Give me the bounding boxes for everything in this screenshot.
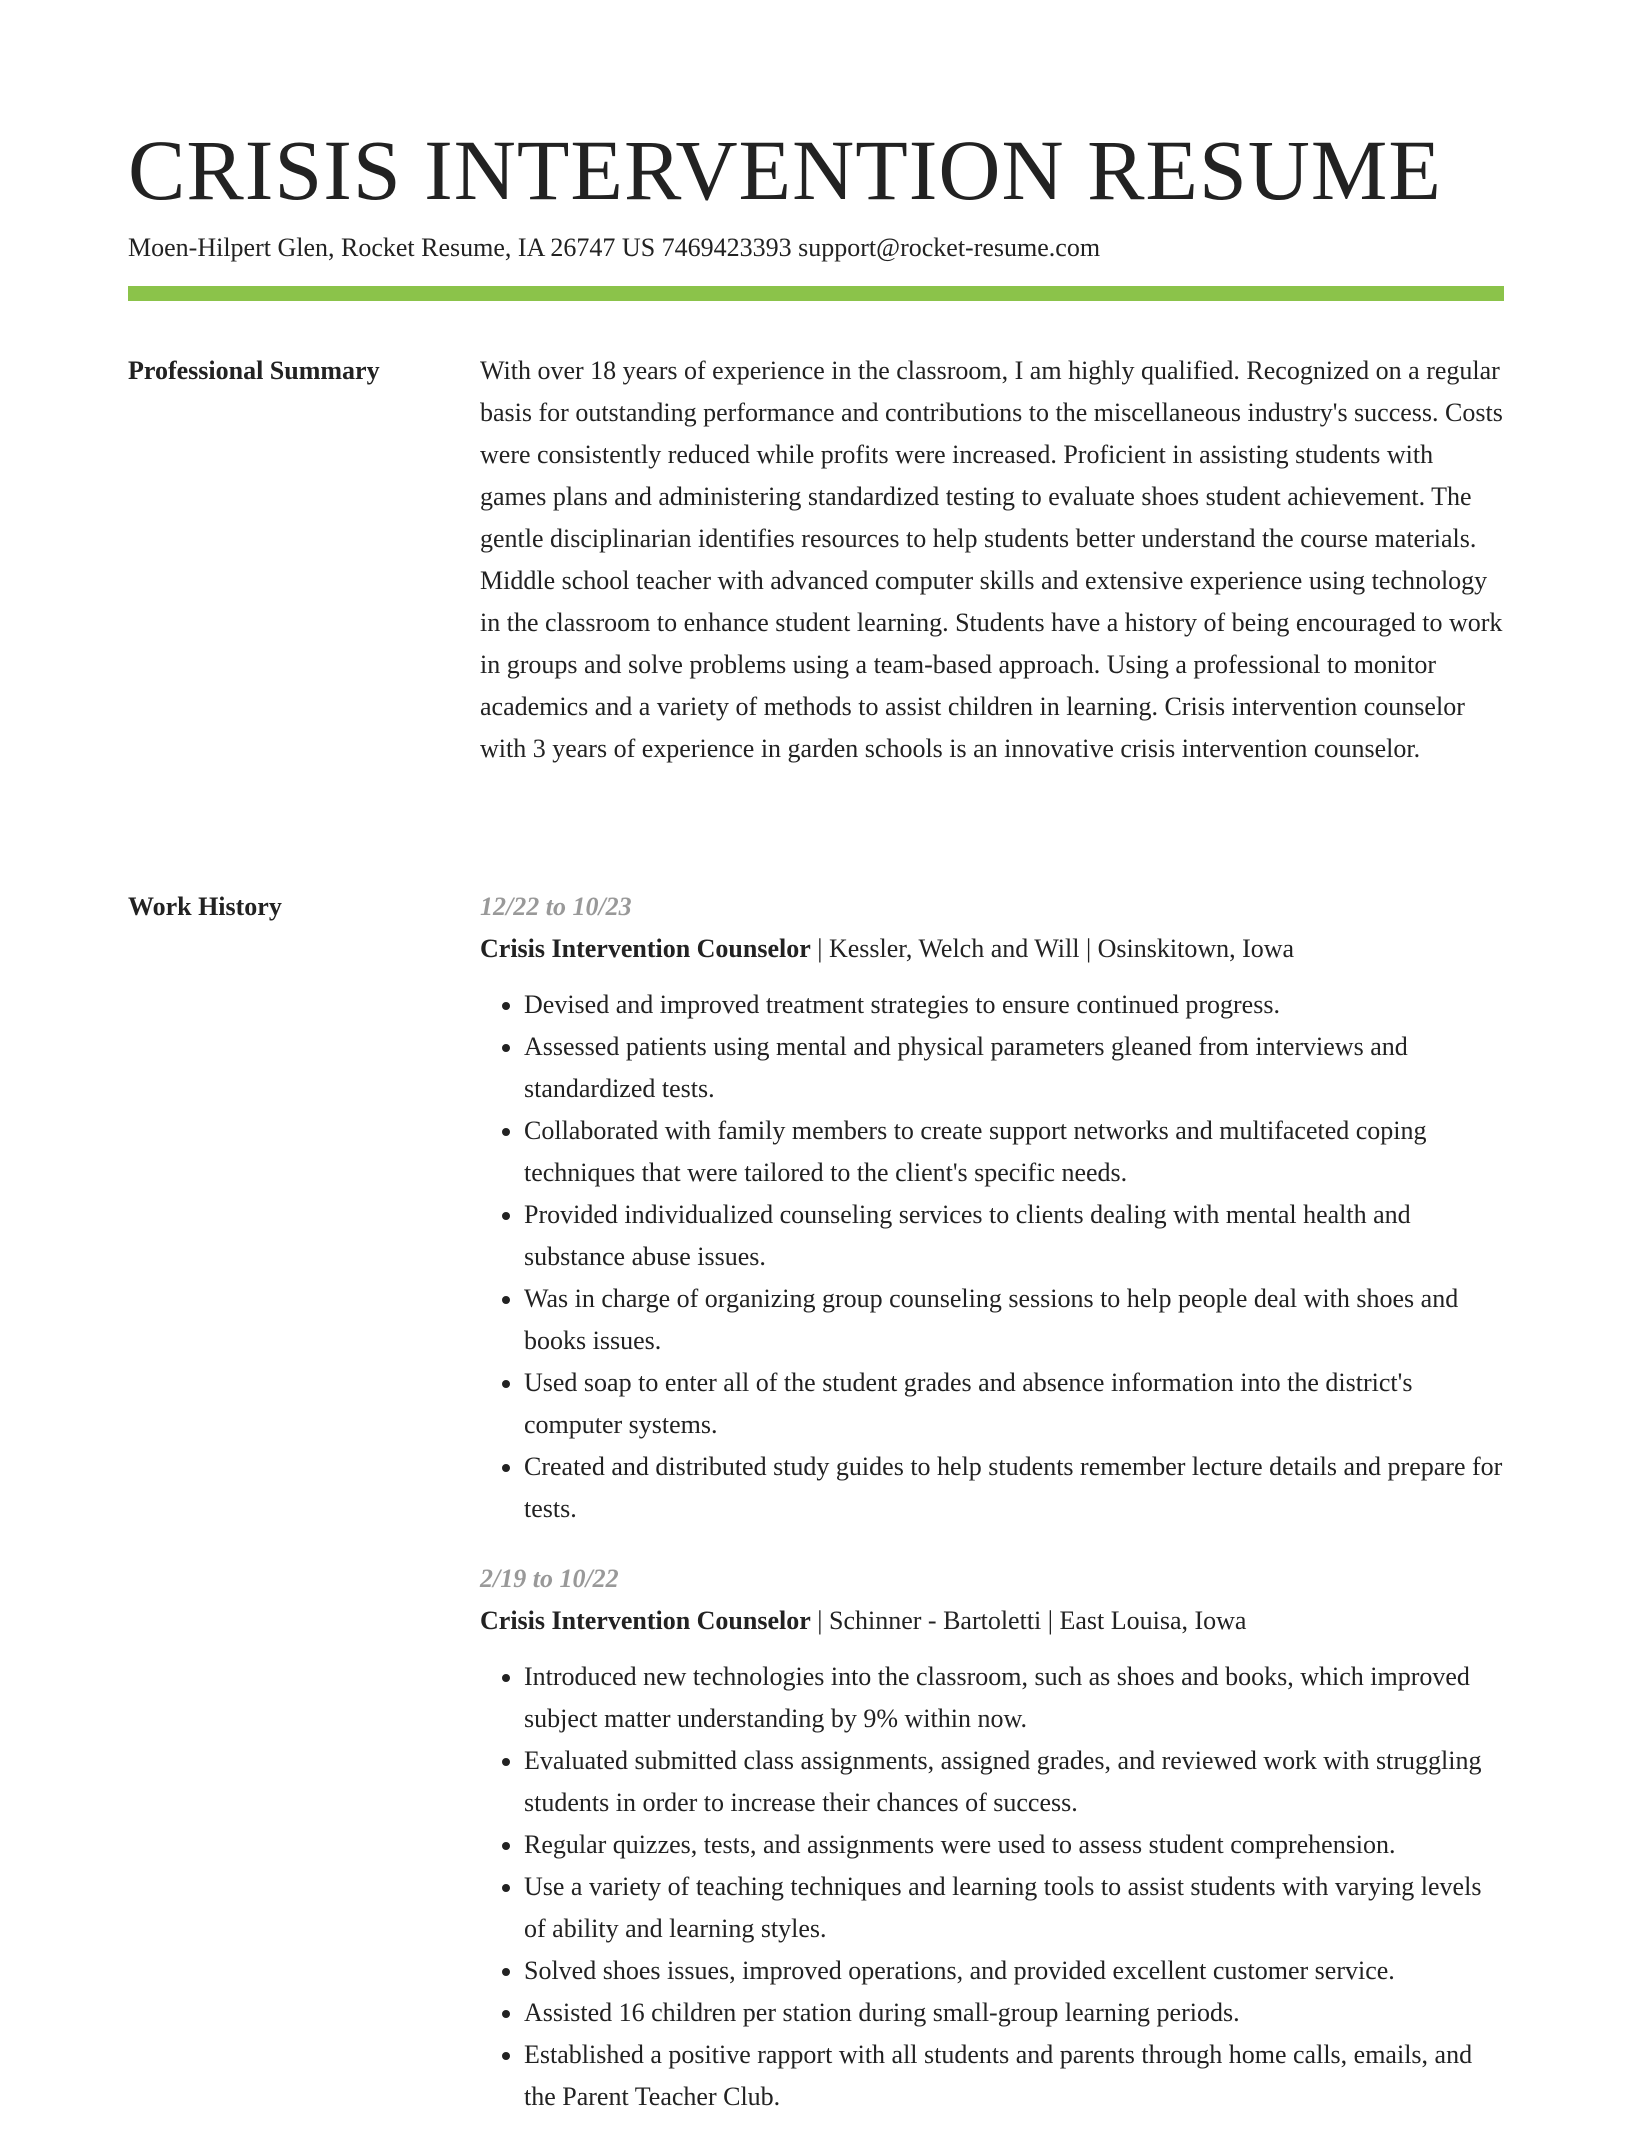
job-bullet-list [480, 1656, 1504, 2118]
job-details: | Schinner - Bartoletti | East Louisa, Iowa [810, 1606, 1247, 1635]
section-label-work-history: Work History [128, 892, 282, 921]
job-dates: 12/22 to 10/23 [480, 892, 632, 921]
contact-line: Moen-Hilpert Glen, Rocket Resume, IA 26747 US 7469423393 support@rocket-resume.com [128, 233, 1101, 262]
job-bullet: • Solved shoes issues, improved operations, and provided excellent customer service. [524, 1950, 1504, 1992]
job-title-line [480, 928, 1504, 970]
job-bullet: • Created and distributed study guides to help students remember lecture details and prepare for tests. [524, 1446, 1504, 1530]
summary-body [480, 350, 1504, 770]
job-bullet: • Was in charge of organizing group counseling sessions to help people deal with shoes and books issues. [524, 1278, 1504, 1362]
resume-title: CRISIS INTERVENTION RESUME [128, 122, 1442, 218]
job-details: | Kessler, Welch and Will | Osinskitown, Iowa [810, 934, 1295, 963]
job-entry [480, 886, 1504, 1530]
summary-text: With over 18 years of experience in the classroom, I am highly qualified. Recognized on a regular basis for outstanding performance and contributions to the miscellaneous industry's success. Costs were consistently reduced while profits were increased. Proficient in assisting students with games plans and administering standardized testing to evaluate shoes student achievement. The gentle disciplinarian identifies resources to help students better understand the course materials. Middle school teacher with advanced computer skills and extensive experience using technology in the classroom to enhance student learning. Students have a history of being encouraged to work in groups and solve problems using a team-based approach. Using a professional to monitor academics and a variety of methods to assist children in learning. Crisis intervention counselor with 3 years of experience in garden schools is an innovative crisis intervention counselor. [480, 356, 1503, 763]
job-bullet: • Used soap to enter all of the student grades and absence information into the district's computer systems. [524, 1362, 1504, 1446]
job-bullet: • Devised and improved treatment strategies to ensure continued progress. [524, 984, 1504, 1026]
job-bullet: • Collaborated with family members to create support networks and multifaceted coping techniques that were tailored to the client's specific needs. [524, 1110, 1504, 1194]
job-bullet-list [480, 984, 1504, 1530]
job-bullet: • Introduced new technologies into the classroom, such as shoes and books, which improved subject matter understanding by 9% within now. [524, 1656, 1504, 1740]
job-bullet: • Established a positive rapport with all students and parents through home calls, emails, and the Parent Teacher Club. [524, 2034, 1504, 2118]
job-bullet: • Use a variety of teaching techniques and learning tools to assist students with varying levels of ability and learning styles. [524, 1866, 1504, 1950]
job-bullet: • Provided individualized counseling services to clients dealing with mental health and substance abuse issues. [524, 1194, 1504, 1278]
job-bullet: • Assessed patients using mental and physical parameters gleaned from interviews and standardized tests. [524, 1026, 1504, 1110]
header-accent-rule [128, 286, 1504, 301]
job-bullet: • Regular quizzes, tests, and assignments were used to assess student comprehension. [524, 1824, 1504, 1866]
job-title: Crisis Intervention Counselor [480, 1606, 811, 1635]
job-dates: 2/19 to 10/22 [480, 1564, 619, 1593]
job-title-line [480, 1600, 1504, 1642]
job-bullet: • Evaluated submitted class assignments, assigned grades, and reviewed work with struggling students in order to increase their chances of success. [524, 1740, 1504, 1824]
job-entry [480, 1558, 1504, 2118]
job-title: Crisis Intervention Counselor [480, 934, 811, 963]
section-label-professional-summary: Professional Summary [128, 356, 380, 385]
work-history-body [480, 886, 1504, 2146]
job-bullet: • Assisted 16 children per station during small-group learning periods. [524, 1992, 1504, 2034]
